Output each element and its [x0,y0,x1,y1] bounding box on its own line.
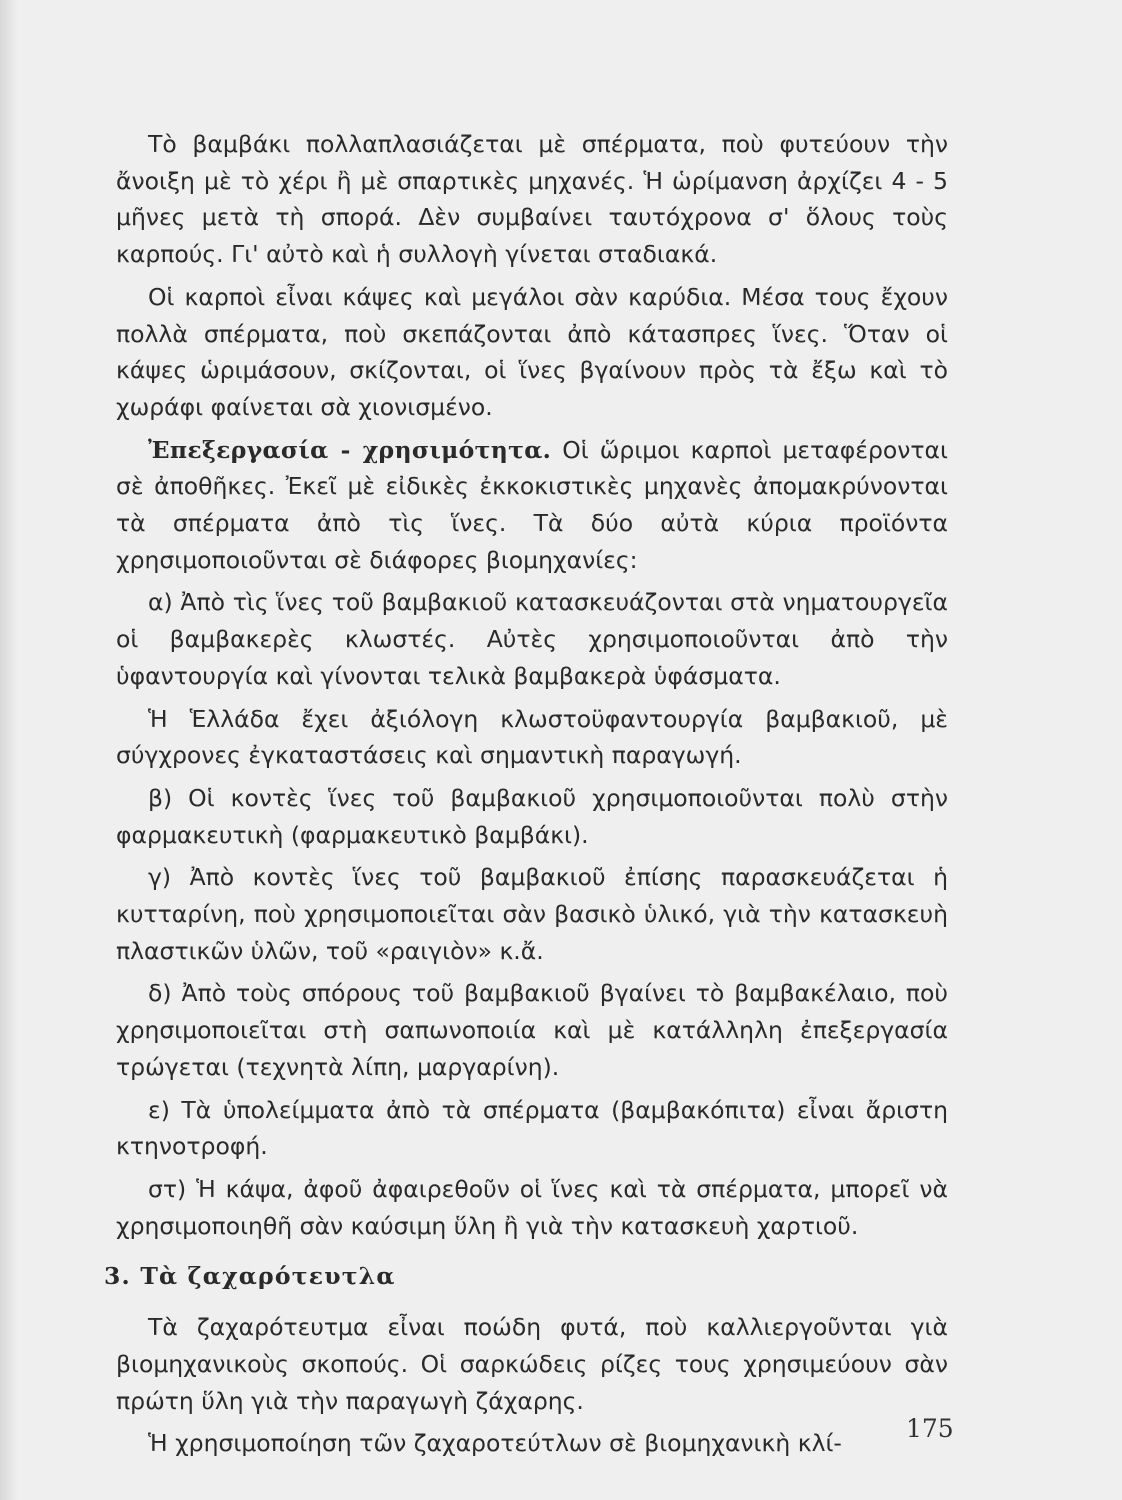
use-item-e: ε) Τὰ ὑπολείμματα ἀπὸ τὰ σπέρματα (βαμβακόπιτα) εἶναι ἄριστη κτηνοτροφή. [116,1095,948,1161]
paragraph-cotton-fruits: Οἱ καρποὶ εἶναι κάψες καὶ μεγάλοι σὰν καρύδια. Μέσα τους ἔχουν πολλὰ σπέρματα, ποὺ σκεπάζονται ἀπὸ κάτασπρες ἵνες. Ὅταν οἱ κάψες ὡριμάσουν, σκίζονται, οἱ ἵνες βγαίνουν πρὸς τὰ ἔξω καὶ τὸ χωράφι φαίνεται σὰ χιονισμένο. [116,282,948,421]
page-edge-shadow [0,0,18,1500]
page-text [104,126,948,1462]
processing-text: Οἱ ὥριμοι καρποὶ μεταφέρονται σὲ ἀποθῆκες. Ἐκεῖ μὲ εἰδικὲς ἐκκοκιστικὲς μηχανὲς ἀπομακρύνονται τὰ σπέρματα ἀπὸ τὶς ἵνες. Τὰ δύο αὐτὰ κύρια προϊόντα χρησιμοποιοῦνται σὲ διάφορες βιομηχανίες: [116,435,948,574]
processing-lead: Ἐπεξεργασία - χρησιμότητα. [148,435,552,464]
use-item-c: γ) Ἀπὸ κοντὲς ἵνες τοῦ βαμβακιοῦ ἐπίσης παρασκευάζεται ἡ κυτταρίνη, ποὺ χρησιμοποιεῖται σὰν βασικὸ ὑλικό, γιὰ τὴν κατασκευὴ πλαστικῶν ὑλῶν, τοῦ «ραιγιὸν» κ.ἄ. [116,863,948,965]
use-item-b: β) Οἱ κοντὲς ἵνες τοῦ βαμβακιοῦ χρησιμοποιοῦνται πολὺ στὴν φαρμακευτικὴ (φαρμακευτικὸ βαμβάκι). [116,783,948,849]
use-item-a: α) Ἀπὸ τὶς ἵνες τοῦ βαμβακιοῦ κατασκευάζονται στὰ νηματουργεῖα οἱ βαμβακερὲς κλωστές. Αὐτὲς χρησιμοποιοῦνται ἀπὸ τὴν ὑφαντουργία καὶ γίνονται τελικὰ βαμβακερὰ ὑφάσματα. [116,588,948,690]
paragraph-processing [116,432,948,579]
use-item-greece: Ἡ Ἑλλάδα ἔχει ἀξιόλογη κλωστοϋφαντουργία βαμβακιοῦ, μὲ σύγχρονες ἐγκαταστάσεις καὶ σημαντικὴ παραγωγή. [116,704,948,770]
paragraph-sugar-beets: Τὰ ζαχαρότευτμα εἶναι ποώδη φυτά, ποὺ καλλιεργοῦνται γιὰ βιομηχανικοὺς σκοπούς. Οἱ σαρκώδεις ρίζες τους χρησιμεύουν σὰν πρώτη ὕλη γιὰ τὴν παραγωγὴ ζάχαρης. [116,1313,948,1415]
section-heading: 3. Τὰ ζαχαρότευτλα [104,1262,396,1291]
use-item-st: στ) Ἡ κάψα, ἀφοῦ ἀφαιρεθοῦν οἱ ἵνες καὶ τὰ σπέρματα, μπορεῖ νὰ χρησιμοποιηθῆ σὰν καύσιμη ὕλη ἢ γιὰ τὴν κατασκευὴ χαρτιοῦ. [116,1174,948,1240]
use-item-d: δ) Ἀπὸ τοὺς σπόρους τοῦ βαμβακιοῦ βγαίνει τὸ βαμβακέλαιο, ποὺ χρησιμοποιεῖται στὴ σαπωνοποιία καὶ μὲ κατάλληλη ἐπεξεργασία τρώγεται (τεχνητὰ λίπη, μαργαρίνη). [116,979,948,1081]
paragraph-cotton-propagation: Τὸ βαμβάκι πολλαπλασιάζεται μὲ σπέρματα, ποὺ φυτεύουν τὴν ἄνοιξη μὲ τὸ χέρι ἢ μὲ σπαρτικὲς μηχανές. Ἡ ὡρίμανση ἀρχίζει 4 - 5 μῆνες μετὰ τὴ σπορά. Δὲν συμβαίνει ταυτόχρονα σ' ὅλους τοὺς καρπούς. Γι' αὐτὸ καὶ ἡ συλλογὴ γίνεται σταδιακά. [116,130,948,269]
page-number: 175 [906,1414,954,1443]
paragraph-sugar-beets-use: Ἡ χρησιμοποίηση τῶν ζαχαροτεύτλων σὲ βιομηχανικὴ κλί- [148,1429,842,1458]
